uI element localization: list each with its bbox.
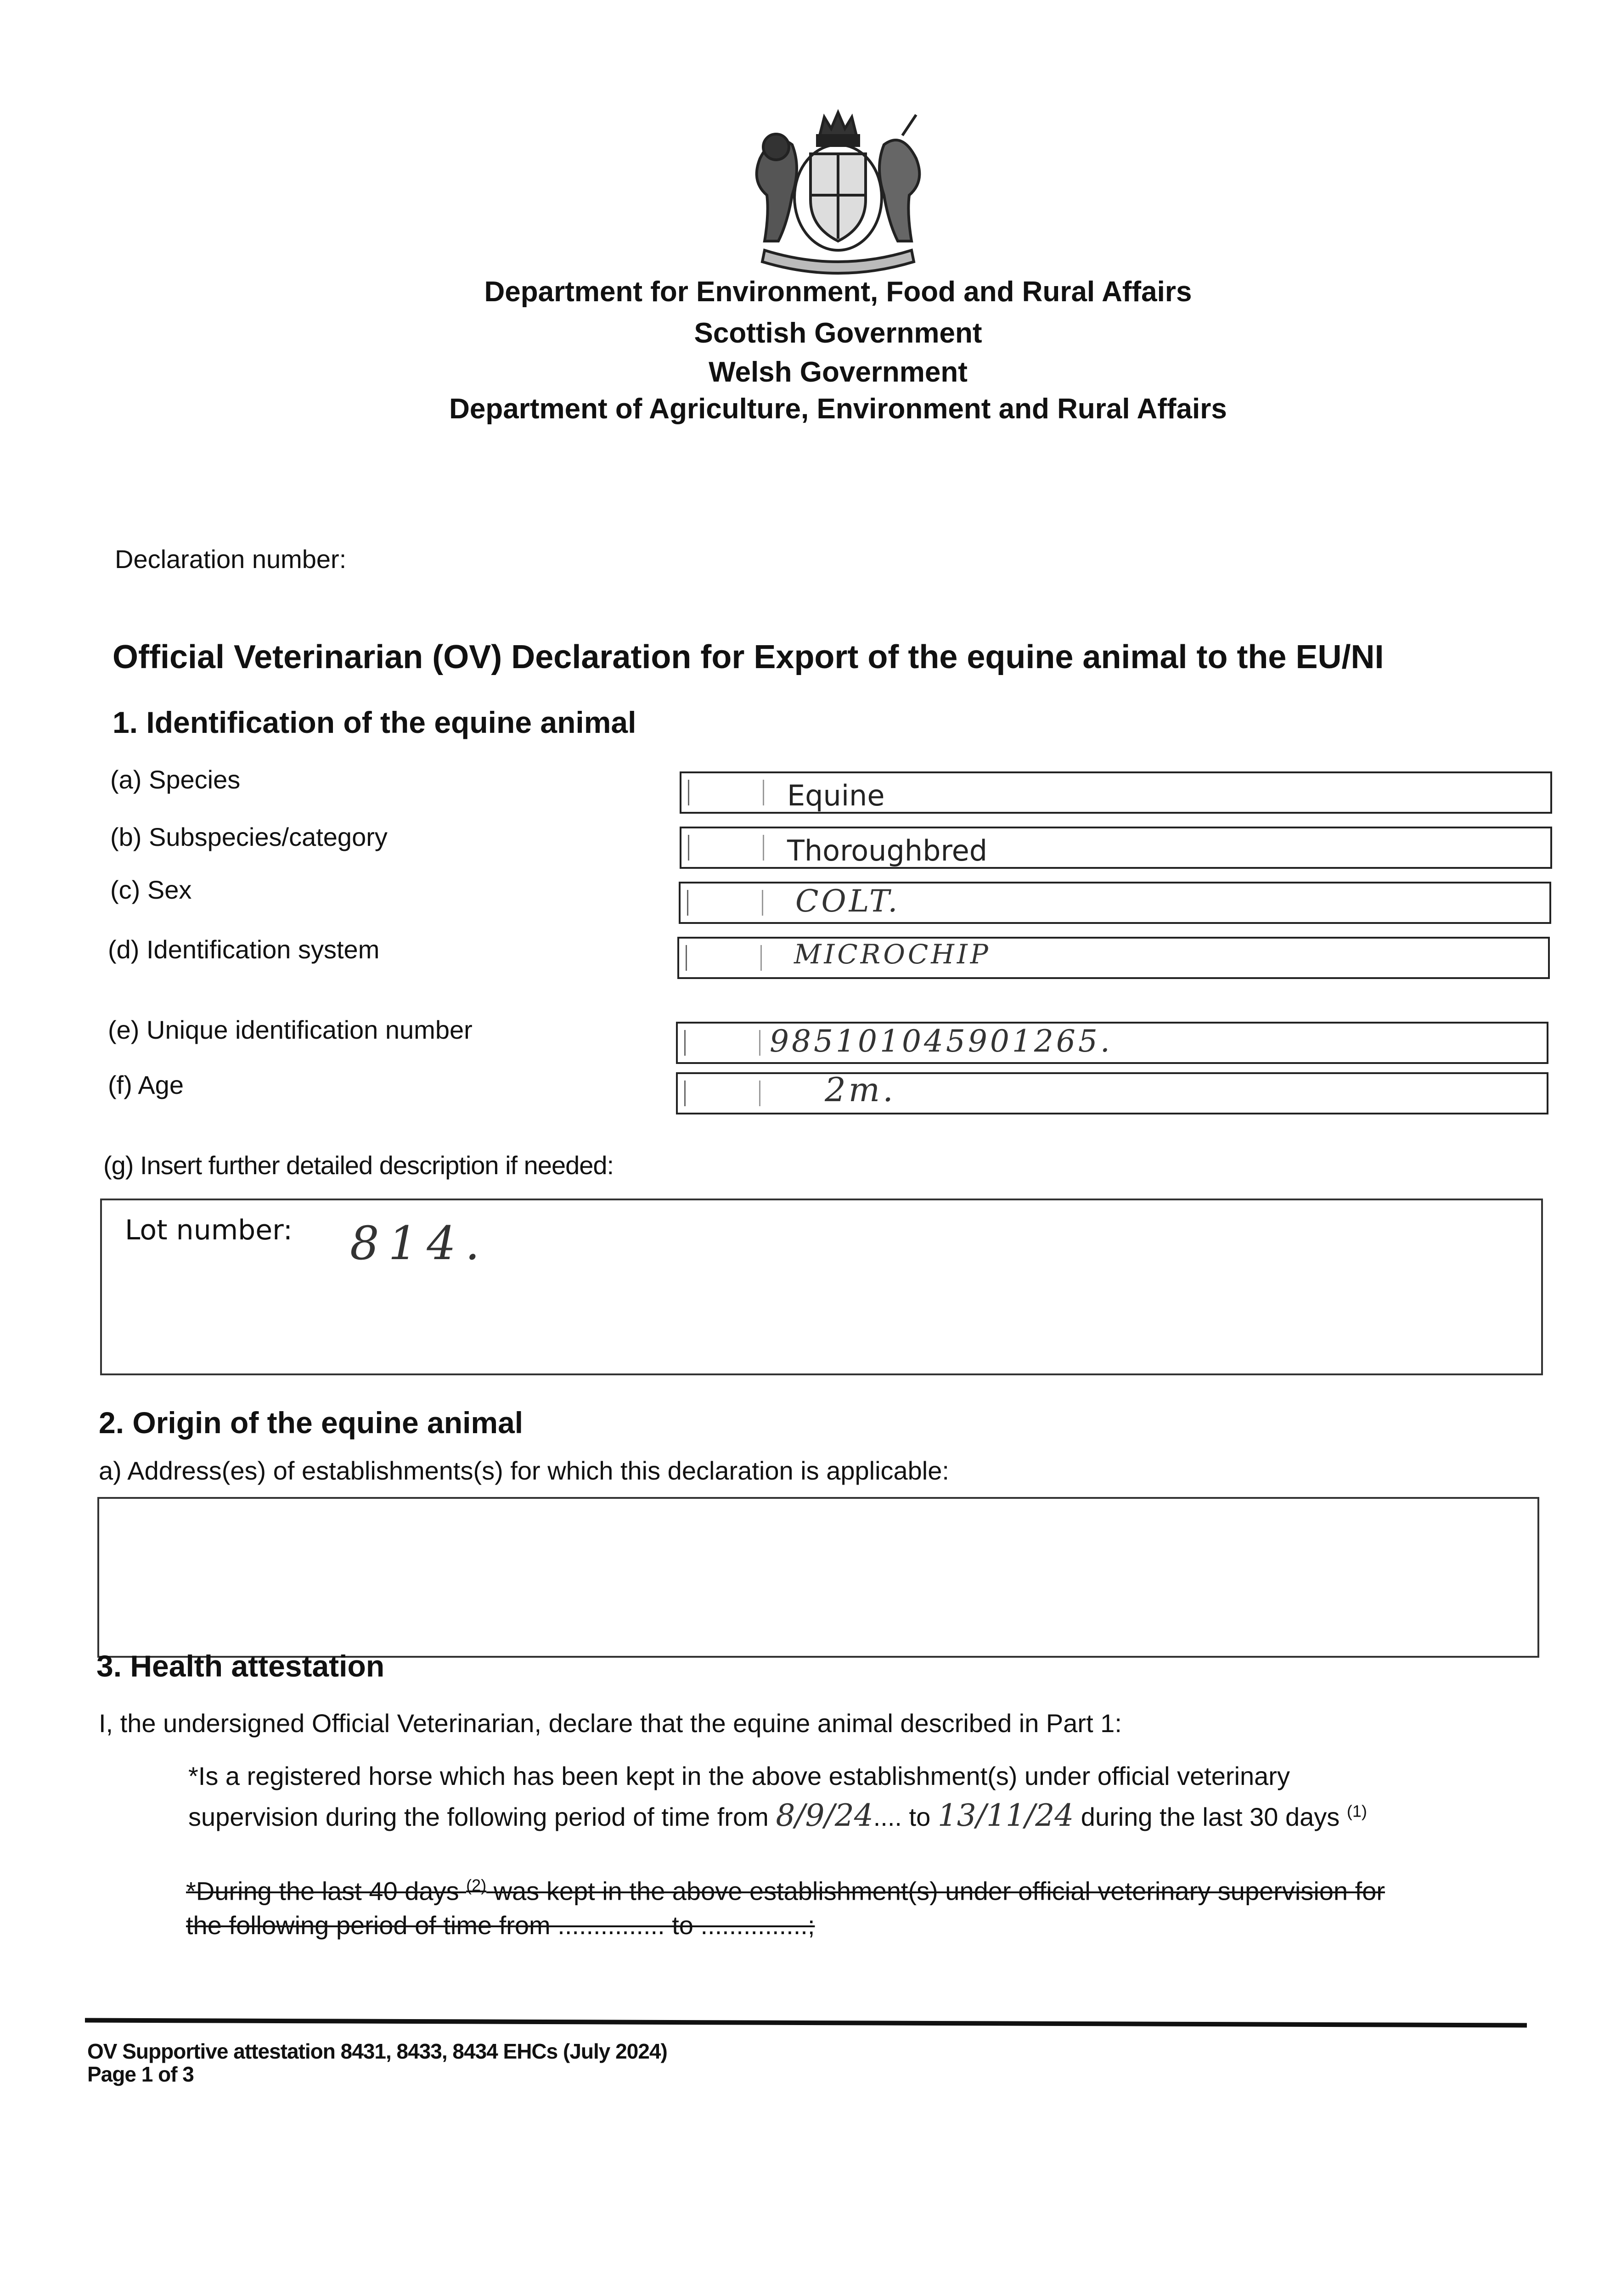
lot-number-value: 814. <box>350 1216 489 1270</box>
identification-system-label: (d) Identification system <box>108 935 380 964</box>
department-line-scottish-government: Scottish Government <box>694 317 982 349</box>
further-description-box[interactable] <box>100 1199 1543 1375</box>
attestation-line2-suffix: during the last 30 days <box>1081 1802 1340 1831</box>
attestation-line2 <box>188 1798 1367 1833</box>
subspecies-field[interactable] <box>680 827 1552 869</box>
sex-label: (c) Sex <box>110 875 192 904</box>
footnote-2: (2) <box>466 1876 487 1895</box>
identification-system-field[interactable] <box>677 937 1550 979</box>
page-title: Official Veterinarian (OV) Declaration for Export of the equine animal to the EU/NI <box>113 639 1384 675</box>
unique-id-field[interactable] <box>676 1022 1548 1064</box>
section1-heading: 1. Identification of the equine animal <box>113 705 636 739</box>
footer-divider <box>85 2018 1527 2028</box>
department-line-defra: Department for Environment, Food and Rural Affairs <box>484 276 1192 308</box>
sex-field-divider <box>687 890 763 916</box>
species-field[interactable] <box>680 771 1552 814</box>
footer-page-number: Page 1 of 3 <box>87 2062 194 2086</box>
unique-id-field-divider <box>684 1030 760 1056</box>
age-label: (f) Age <box>108 1070 184 1099</box>
subspecies-field-divider <box>688 835 764 861</box>
section2-heading: 2. Origin of the equine animal <box>99 1406 524 1440</box>
unique-id-label: (e) Unique identification number <box>108 1015 473 1044</box>
subspecies-value: Thoroughbred <box>787 834 988 867</box>
date-to-value: 13/11/24 <box>937 1798 1074 1833</box>
establishment-address-label: a) Address(es) of establishments(s) for which this declaration is applicable: <box>99 1456 949 1485</box>
department-line-welsh-government: Welsh Government <box>709 356 968 388</box>
sex-field[interactable] <box>679 882 1551 924</box>
sex-value: COLT. <box>795 884 901 919</box>
struck-line1-part-b: was kept in the above establishment(s) under official veterinary supervision for <box>493 1876 1385 1906</box>
species-value: Equine <box>787 779 885 812</box>
establishment-address-box[interactable] <box>97 1497 1539 1658</box>
identification-system-value: MICROCHIP <box>794 939 991 970</box>
species-label: (a) Species <box>110 765 241 794</box>
royal-coat-of-arms-emblem <box>732 103 944 278</box>
date-from-value: 8/9/24 <box>776 1798 873 1833</box>
health-attestation-intro: I, the undersigned Official Veterinarian, declare that the equine animal described in Part 1: <box>99 1709 1122 1738</box>
species-field-divider <box>688 780 764 805</box>
section3-heading: 3. Health attestation <box>96 1649 385 1683</box>
footnote-1: (1) <box>1346 1801 1367 1821</box>
struck-attestation-line1 <box>186 1876 1385 1906</box>
age-field[interactable] <box>676 1072 1548 1114</box>
unique-id-value: 985101045901265. <box>770 1024 1113 1059</box>
attestation-line1: *Is a registered horse which has been kept in the above establishment(s) under official veterinary <box>188 1761 1290 1790</box>
lot-number-label: Lot number: <box>125 1214 293 1246</box>
age-field-divider <box>684 1080 760 1106</box>
department-line-daera: Department of Agriculture, Environment and Rural Affairs <box>449 393 1227 425</box>
age-value: 2m. <box>825 1070 896 1109</box>
attestation-line2-prefix: supervision during the following period of time from <box>188 1802 769 1831</box>
subspecies-label: (b) Subspecies/category <box>110 822 388 851</box>
footer-attestation-reference: OV Supportive attestation 8431, 8433, 8434 EHCs (July 2024) <box>87 2039 667 2063</box>
struck-line1-part-a: *During the last 40 days <box>186 1876 459 1906</box>
declaration-number-label: Declaration number: <box>115 545 347 574</box>
date-from-dots: .... <box>873 1802 902 1831</box>
identification-system-field-divider <box>686 945 762 971</box>
struck-attestation-line2: the following period of time from ............... to ...............; <box>186 1911 815 1940</box>
further-description-label: (g) Insert further detailed description if needed: <box>103 1151 614 1180</box>
to-word: to <box>909 1802 931 1831</box>
